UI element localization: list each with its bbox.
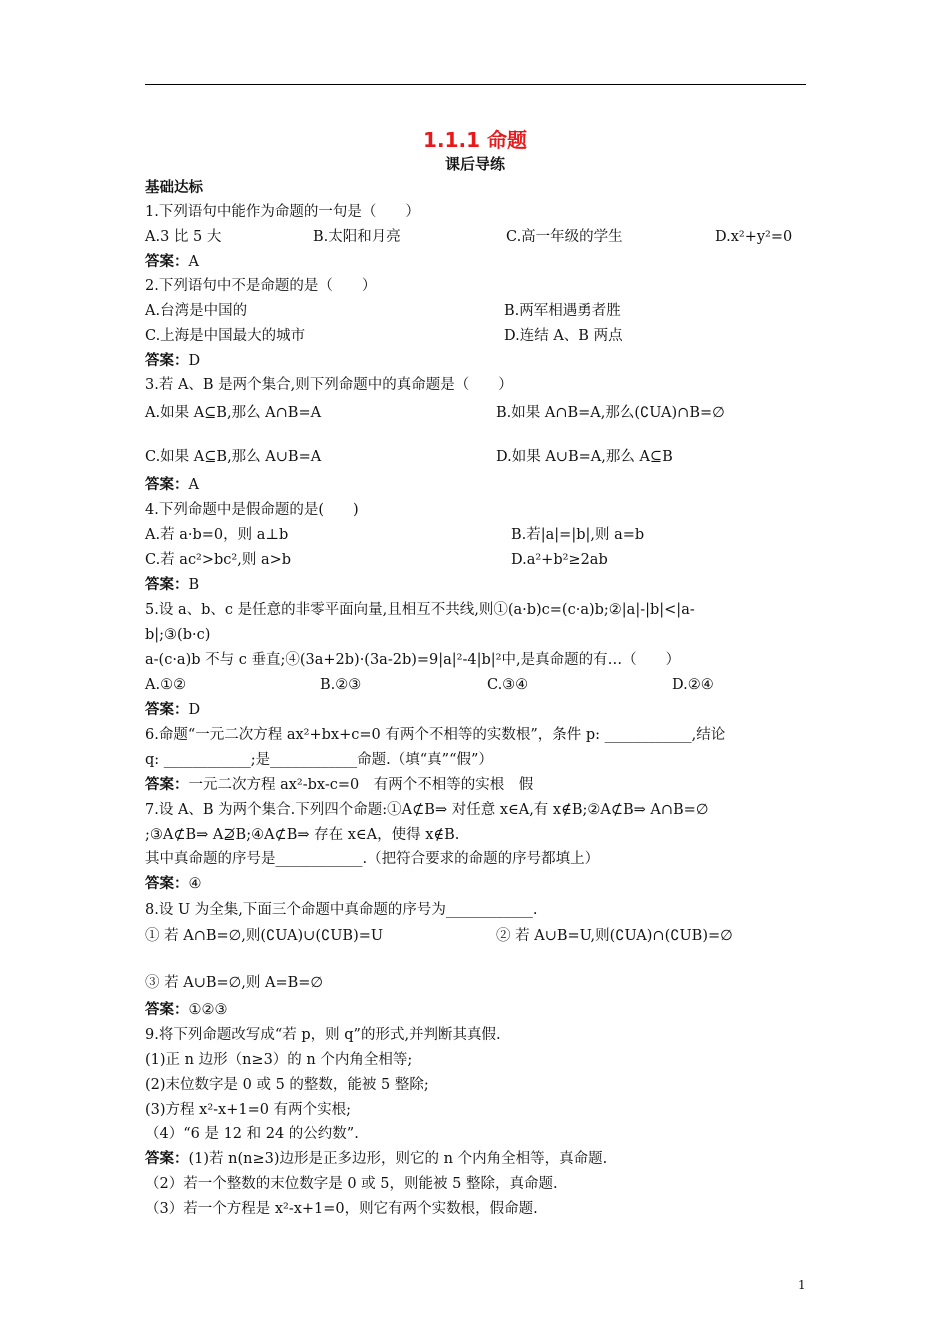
page-title: 1.1.1 命题	[423, 128, 527, 152]
answer-line	[145, 775, 533, 795]
text-line: （3）若一个方程是 x²-x+1=0，则它有两个实数根，假命题.	[145, 1201, 538, 1217]
text-line: 其中真命题的序号是____________.（把符合要求的命题的序号都填上）	[145, 851, 600, 867]
text-line: b|;③(b·c)	[145, 627, 211, 643]
answer-label: 答案：	[145, 353, 189, 369]
text-line: 2.下列语句中不是命题的是（ ）	[145, 278, 377, 294]
answer-label: 答案：	[145, 876, 189, 892]
text-line: C.高一年级的学生	[506, 229, 623, 245]
answer-value: A	[188, 254, 199, 270]
text-line: ① 若 A∩B=∅,则(∁UA)∪(∁UB)=U	[145, 928, 384, 944]
answer-label: 答案：	[145, 1151, 189, 1167]
text-line: B.两军相遇勇者胜	[504, 303, 621, 319]
answer-value: B	[188, 577, 200, 593]
answer-label: 答案：	[145, 702, 189, 718]
text-line: （4）“6 是 12 和 24 的公约数”.	[145, 1126, 359, 1142]
answer-value: D	[188, 702, 201, 718]
answer-label: 答案：	[145, 254, 189, 270]
text-line: B.太阳和月亮	[313, 229, 401, 245]
text-line: C.③④	[487, 677, 529, 693]
answer-line	[145, 575, 199, 595]
text-line: C.如果 A⊆B,那么 A∪B=A	[145, 449, 322, 465]
text-line: q: ____________;是____________命题.（填“真”“假”）	[145, 752, 493, 768]
text-line: ② 若 A∪B=U,则(∁UA)∩(∁UB)=∅	[496, 928, 733, 944]
answer-value: D	[188, 353, 201, 369]
text-line: A.①②	[145, 677, 187, 693]
text-line: 1.下列语句中能作为命题的一句是（ ）	[145, 204, 420, 220]
text-line: D.x²+y²=0	[715, 229, 793, 245]
header-rule	[145, 84, 806, 85]
answer-line	[145, 252, 199, 272]
answer-line	[145, 1149, 607, 1169]
text-line: (3)方程 x²-x+1=0 有两个实根;	[145, 1102, 351, 1118]
text-line: D.如果 A∪B=A,那么 A⊆B	[496, 449, 673, 465]
text-line: C.若 ac²>bc²,则 a>b	[145, 552, 292, 568]
text-line: D.a²+b²≥2ab	[511, 552, 608, 568]
text-line: B.若|a|=|b|,则 a=b	[511, 527, 645, 543]
section-heading: 基础达标	[145, 180, 203, 196]
answer-value: ④	[188, 876, 202, 892]
answer-label: 答案：	[145, 1002, 189, 1018]
text-line: ;③A⊄B⇒ A⊉B;④A⊄B⇒ 存在 x∈A，使得 x∉B.	[145, 827, 460, 843]
answer-value: 一元二次方程 ax²-bx-c=0 有两个不相等的实根 假	[188, 777, 534, 793]
text-line: 3.若 A、B 是两个集合,则下列命题中的真命题是（ ）	[145, 377, 513, 393]
answer-label: 答案：	[145, 777, 189, 793]
answer-line	[145, 700, 200, 720]
answer-value: ①②③	[188, 1002, 228, 1018]
text-line: (2)末位数字是 0 或 5 的整数，能被 5 整除;	[145, 1077, 429, 1093]
text-line: A.3 比 5 大	[145, 229, 222, 245]
text-line: ③ 若 A∪B=∅,则 A=B=∅	[145, 975, 324, 991]
text-line: a-(c·a)b 不与 c 垂直;④(3a+2b)·(3a-2b)=9|a|²-4|b|²中,是真命题的有…（ ）	[145, 652, 681, 668]
page-subtitle: 课后导练	[444, 155, 505, 173]
answer-line	[145, 1000, 228, 1020]
text-line: 6.命题“一元二次方程 ax²+bx+c=0 有两个不相等的实数根”，条件 p: ____________,结论	[145, 727, 726, 743]
answer-label: 答案：	[145, 477, 189, 493]
answer-value: A	[188, 477, 199, 493]
text-line: D.②④	[672, 677, 714, 693]
text-line: （2）若一个整数的末位数字是 0 或 5，则能被 5 整除，真命题.	[145, 1176, 558, 1192]
text-line: (1)正 n 边形（n≥3）的 n 个内角全相等;	[145, 1052, 413, 1068]
text-line: D.连结 A、B 两点	[504, 328, 623, 344]
text-line: 8.设 U 为全集,下面三个命题中真命题的序号为____________.	[145, 902, 538, 918]
answer-value: (1)若 n(n≥3)边形是正多边形，则它的 n 个内角全相等，真命题.	[188, 1151, 608, 1167]
text-line: 9.将下列命题改写成“若 p，则 q”的形式,并判断其真假.	[145, 1027, 501, 1043]
text-line: 5.设 a、b、c 是任意的非零平面向量,且相互不共线,则①(a·b)c=(c·a)b;②|a|-|b|<|a-	[145, 602, 695, 618]
text-line: A.台湾是中国的	[145, 303, 248, 319]
page-number: 1	[798, 1278, 806, 1292]
text-line: A.若 a·b=0，则 a⊥b	[145, 527, 289, 543]
text-line: B.②③	[320, 677, 362, 693]
answer-line	[145, 475, 199, 495]
answer-line	[145, 351, 200, 371]
answer-label: 答案：	[145, 577, 189, 593]
answer-line	[145, 874, 202, 894]
text-line: C.上海是中国最大的城市	[145, 328, 306, 344]
text-line: 4.下列命题中是假命题的是( )	[145, 502, 359, 518]
text-line: B.如果 A∩B=A,那么(∁UA)∩B=∅	[496, 405, 725, 421]
text-line: 7.设 A、B 为两个集合.下列四个命题:①A⊄B⇒ 对任意 x∈A,有 x∉B;②A⊄B⇒ A∩B=∅	[145, 802, 709, 818]
text-line: A.如果 A⊆B,那么 A∩B=A	[145, 405, 322, 421]
